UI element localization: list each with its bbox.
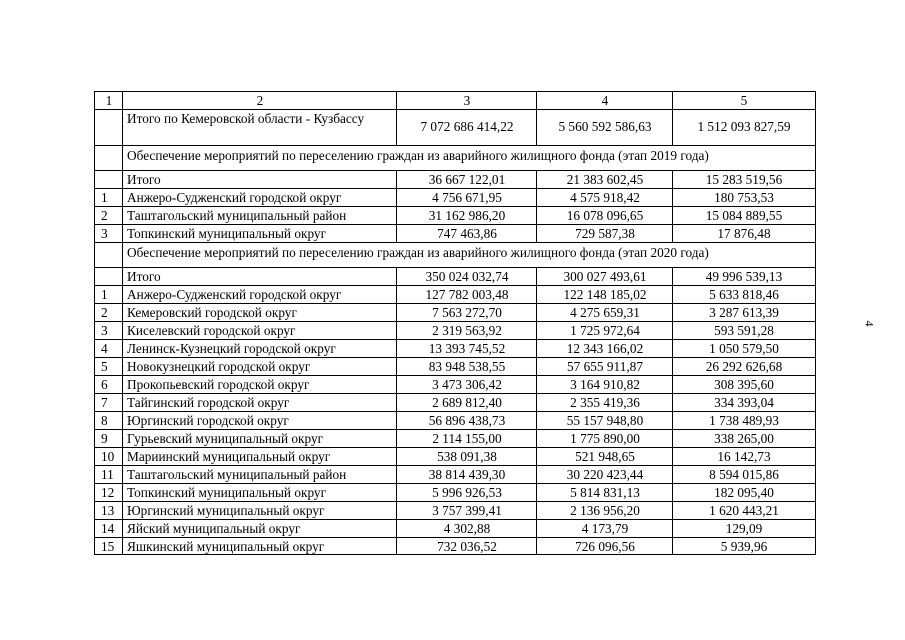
row-number-cell: 3 <box>94 224 123 242</box>
row-number-cell: 1 <box>94 188 123 206</box>
row-label-cell: Итого <box>122 170 397 188</box>
header-cell: 2 <box>122 91 397 109</box>
row-number-cell: 2 <box>94 303 123 321</box>
table-row <box>94 483 816 501</box>
row-label-cell: Итого <box>122 267 397 285</box>
row-number-cell <box>94 109 123 145</box>
value-cell: 26 292 626,68 <box>672 357 816 375</box>
table-row <box>94 303 816 321</box>
value-cell: 13 393 745,52 <box>396 339 537 357</box>
row-label-cell: Киселевский городской округ <box>122 321 397 339</box>
table-row <box>94 224 816 242</box>
value-cell: 4 173,79 <box>536 519 673 537</box>
row-number-cell: 11 <box>94 465 123 483</box>
row-number-cell: 9 <box>94 429 123 447</box>
page-number: 4 <box>862 320 877 327</box>
value-cell: 57 655 911,87 <box>536 357 673 375</box>
value-cell: 593 591,28 <box>672 321 816 339</box>
row-number-cell: 2 <box>94 206 123 224</box>
value-cell: 4 756 671,95 <box>396 188 537 206</box>
section-title: Обеспечение мероприятий по переселению граждан из аварийного жилищного фонда (этап 2019 года) <box>122 145 816 170</box>
value-cell: 12 343 166,02 <box>536 339 673 357</box>
value-cell: 15 084 889,55 <box>672 206 816 224</box>
value-cell: 21 383 602,45 <box>536 170 673 188</box>
row-number-cell: 7 <box>94 393 123 411</box>
value-cell: 15 283 519,56 <box>672 170 816 188</box>
table-row <box>94 537 816 555</box>
section-2020-title-row <box>94 242 816 267</box>
row-label-cell: Юргинский муниципальный округ <box>122 501 397 519</box>
row-number-cell: 14 <box>94 519 123 537</box>
value-cell: 7 563 272,70 <box>396 303 537 321</box>
row-label-cell: Таштагольский муниципальный район <box>122 206 397 224</box>
row-number-cell: 13 <box>94 501 123 519</box>
header-cell: 4 <box>536 91 673 109</box>
table-row <box>94 393 816 411</box>
value-cell: 338 265,00 <box>672 429 816 447</box>
value-cell: 129,09 <box>672 519 816 537</box>
table-row <box>94 188 816 206</box>
row-label-cell: Новокузнецкий городской округ <box>122 357 397 375</box>
row-number-cell <box>94 145 123 170</box>
row-label-cell: Ленинск-Кузнецкий городской округ <box>122 339 397 357</box>
row-number-cell: 3 <box>94 321 123 339</box>
table-row <box>94 465 816 483</box>
value-cell: 3 757 399,41 <box>396 501 537 519</box>
header-cell: 3 <box>396 91 537 109</box>
value-cell: 308 395,60 <box>672 375 816 393</box>
value-cell: 4 575 918,42 <box>536 188 673 206</box>
value-cell: 732 036,52 <box>396 537 537 555</box>
row-number-cell <box>94 170 123 188</box>
row-number-cell: 5 <box>94 357 123 375</box>
row-number-cell <box>94 242 123 267</box>
table-row <box>94 447 816 465</box>
value-cell: 30 220 423,44 <box>536 465 673 483</box>
value-cell: 1 512 093 827,59 <box>672 109 816 145</box>
row-number-cell: 6 <box>94 375 123 393</box>
value-cell: 5 939,96 <box>672 537 816 555</box>
table-row <box>94 519 816 537</box>
section-2019-total-row <box>94 170 816 188</box>
value-cell: 38 814 439,30 <box>396 465 537 483</box>
row-number-cell: 8 <box>94 411 123 429</box>
value-cell: 180 753,53 <box>672 188 816 206</box>
value-cell: 4 302,88 <box>396 519 537 537</box>
row-number-cell: 1 <box>94 285 123 303</box>
value-cell: 538 091,38 <box>396 447 537 465</box>
table-row <box>94 206 816 224</box>
value-cell: 350 024 032,74 <box>396 267 537 285</box>
row-label-cell: Кемеровский городской округ <box>122 303 397 321</box>
row-label-cell: Итого по Кемеровской области - Кузбассу <box>122 109 397 145</box>
value-cell: 49 996 539,13 <box>672 267 816 285</box>
section-title: Обеспечение мероприятий по переселению граждан из аварийного жилищного фонда (этап 2020 года) <box>122 242 816 267</box>
value-cell: 2 114 155,00 <box>396 429 537 447</box>
row-number-cell: 4 <box>94 339 123 357</box>
value-cell: 726 096,56 <box>536 537 673 555</box>
row-label-cell: Топкинский муниципальный округ <box>122 483 397 501</box>
table-row <box>94 501 816 519</box>
value-cell: 7 072 686 414,22 <box>396 109 537 145</box>
value-cell: 3 473 306,42 <box>396 375 537 393</box>
value-cell: 8 594 015,86 <box>672 465 816 483</box>
section-2019-title-row <box>94 145 816 170</box>
value-cell: 3 287 613,39 <box>672 303 816 321</box>
header-cell: 5 <box>672 91 816 109</box>
row-label-cell: Тайгинский городской округ <box>122 393 397 411</box>
value-cell: 521 948,65 <box>536 447 673 465</box>
table-row <box>94 375 816 393</box>
value-cell: 55 157 948,80 <box>536 411 673 429</box>
table-row <box>94 411 816 429</box>
table-row <box>94 339 816 357</box>
value-cell: 56 896 438,73 <box>396 411 537 429</box>
value-cell: 1 775 890,00 <box>536 429 673 447</box>
value-cell: 5 633 818,46 <box>672 285 816 303</box>
value-cell: 127 782 003,48 <box>396 285 537 303</box>
value-cell: 2 319 563,92 <box>396 321 537 339</box>
section-2020-total-row <box>94 267 816 285</box>
value-cell: 2 136 956,20 <box>536 501 673 519</box>
row-number-cell: 10 <box>94 447 123 465</box>
value-cell: 5 814 831,13 <box>536 483 673 501</box>
value-cell: 3 164 910,82 <box>536 375 673 393</box>
row-label-cell: Яйский муниципальный округ <box>122 519 397 537</box>
row-label-cell: Анжеро-Судженский городской округ <box>122 285 397 303</box>
value-cell: 2 355 419,36 <box>536 393 673 411</box>
value-cell: 16 078 096,65 <box>536 206 673 224</box>
row-label-cell: Анжеро-Судженский городской округ <box>122 188 397 206</box>
value-cell: 5 996 926,53 <box>396 483 537 501</box>
value-cell: 5 560 592 586,63 <box>536 109 673 145</box>
value-cell: 182 095,40 <box>672 483 816 501</box>
row-label-cell: Гурьевский муниципальный округ <box>122 429 397 447</box>
value-cell: 2 689 812,40 <box>396 393 537 411</box>
value-cell: 31 162 986,20 <box>396 206 537 224</box>
row-number-cell <box>94 267 123 285</box>
value-cell: 122 148 185,02 <box>536 285 673 303</box>
table-row <box>94 285 816 303</box>
row-label-cell: Яшкинский муниципальный округ <box>122 537 397 555</box>
value-cell: 1 050 579,50 <box>672 339 816 357</box>
value-cell: 16 142,73 <box>672 447 816 465</box>
value-cell: 4 275 659,31 <box>536 303 673 321</box>
value-cell: 17 876,48 <box>672 224 816 242</box>
table-row <box>94 357 816 375</box>
value-cell: 1 725 972,64 <box>536 321 673 339</box>
grand-total-row <box>94 109 816 145</box>
value-cell: 300 027 493,61 <box>536 267 673 285</box>
row-number-cell: 15 <box>94 537 123 555</box>
row-label-cell: Юргинский городской округ <box>122 411 397 429</box>
header-cell: 1 <box>94 91 123 109</box>
value-cell: 83 948 538,55 <box>396 357 537 375</box>
value-cell: 1 738 489,93 <box>672 411 816 429</box>
table-row <box>94 321 816 339</box>
value-cell: 747 463,86 <box>396 224 537 242</box>
row-number-cell: 12 <box>94 483 123 501</box>
value-cell: 1 620 443,21 <box>672 501 816 519</box>
row-label-cell: Топкинский муниципальный округ <box>122 224 397 242</box>
resettlement-table <box>94 91 816 555</box>
row-label-cell: Мариинский муниципальный округ <box>122 447 397 465</box>
value-cell: 36 667 122,01 <box>396 170 537 188</box>
table-header-row <box>94 91 816 109</box>
row-label-cell: Прокопьевский городской округ <box>122 375 397 393</box>
row-label-cell: Таштагольский муниципальный район <box>122 465 397 483</box>
value-cell: 334 393,04 <box>672 393 816 411</box>
value-cell: 729 587,38 <box>536 224 673 242</box>
table-row <box>94 429 816 447</box>
